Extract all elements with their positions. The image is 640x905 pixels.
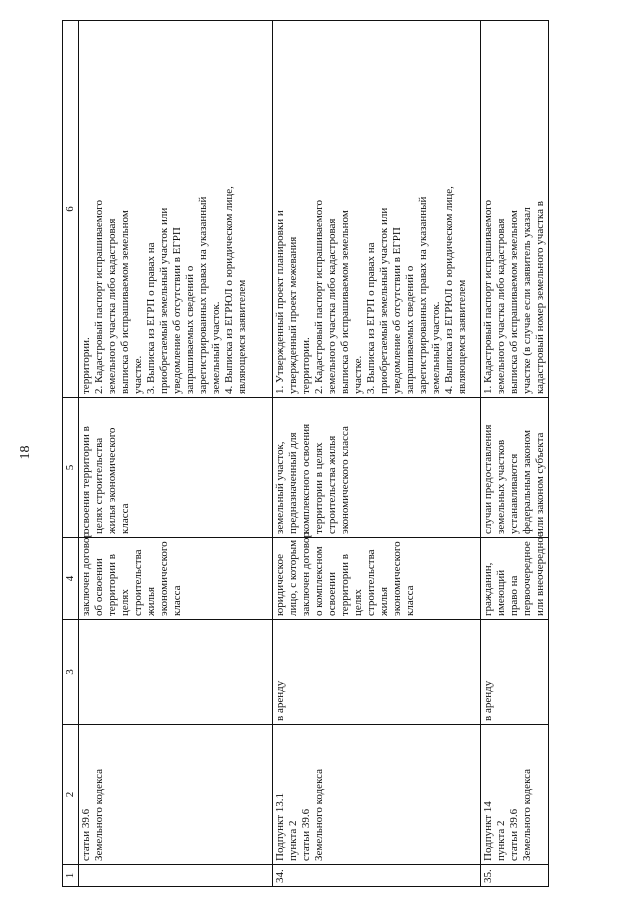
table-row bbox=[481, 21, 549, 887]
cell-line: об освоении bbox=[93, 558, 105, 616]
cell-line: случаи предоставления bbox=[482, 424, 494, 534]
page-number: 18 bbox=[18, 445, 33, 460]
cell-line: земельный участок. bbox=[210, 301, 222, 394]
applicant-cell bbox=[481, 532, 549, 620]
cell-line: приобретаемый земельный участок или bbox=[378, 207, 390, 394]
column-header-3: 3 bbox=[63, 620, 79, 725]
cell-line: зарегистрированных правах на указанный bbox=[417, 196, 429, 394]
cell-line: строительства bbox=[132, 549, 144, 616]
cell-line: 3. Выписка из ЕГРП о правах на bbox=[365, 242, 377, 394]
legal-basis-cell bbox=[273, 725, 481, 865]
cell-line: строительства жилья bbox=[326, 435, 338, 534]
cell-line: выписка об испрашиваемом земельном bbox=[119, 210, 131, 394]
cell-line: гражданин, bbox=[482, 562, 494, 616]
land-purpose-cell bbox=[481, 398, 549, 538]
legal-basis-cell bbox=[481, 725, 549, 865]
cell-line: земельного участка либо кадастровая bbox=[326, 218, 338, 394]
cell-line: жилья экономического bbox=[106, 427, 118, 534]
cell-line: устанавливаются bbox=[508, 453, 520, 534]
grant-type: в аренду bbox=[482, 680, 494, 721]
cell-line: 2. Кадастровый паспорт испрашиваемого bbox=[313, 200, 325, 394]
cell-line: 2. Кадастровый паспорт испрашиваемого bbox=[93, 200, 105, 394]
cell-line: Земельного кодекса bbox=[521, 768, 533, 861]
cell-line: Земельного кодекса bbox=[93, 768, 105, 861]
table-row bbox=[79, 21, 273, 887]
cell-line: кадастровый номер земельного участка в bbox=[534, 201, 546, 394]
cell-line: 1. Кадастровый паспорт испрашиваемого bbox=[482, 200, 494, 394]
cell-line: Подпункт 13.1 bbox=[274, 792, 286, 861]
applicant-cell bbox=[79, 532, 273, 620]
column-header-5: 5 bbox=[63, 398, 79, 538]
row-number: 35. bbox=[482, 869, 494, 883]
cell-line: выписка об испрашиваемом земельном bbox=[339, 210, 351, 394]
cell-line: федеральным законом bbox=[521, 430, 533, 534]
cell-line: целях строительства bbox=[93, 437, 105, 534]
grant-type-cell bbox=[273, 620, 481, 725]
cell-line: земельных участков bbox=[495, 439, 507, 534]
cell-line: экономического bbox=[158, 541, 170, 616]
cell-line: Земельного кодекса bbox=[313, 768, 325, 861]
cell-line: являющемся заявителем bbox=[456, 279, 468, 394]
cell-line: 4. Выписка из ЕГРЮЛ о юридическом лице, bbox=[443, 186, 455, 394]
cell-line: заключен договор bbox=[80, 532, 92, 616]
cell-line: территории в целях bbox=[313, 442, 325, 534]
column-header-1: 1 bbox=[63, 865, 79, 887]
cell-line: целях bbox=[352, 589, 364, 616]
grant-type-cell bbox=[481, 620, 549, 725]
cell-line: освоении bbox=[326, 572, 338, 616]
land-purpose-cell bbox=[273, 398, 481, 538]
cell-line: о комплексном bbox=[313, 546, 325, 616]
column-header-2: 2 bbox=[63, 725, 79, 865]
cell-line: зарегистрированных правах на указанный bbox=[197, 196, 209, 394]
cell-line: целях bbox=[119, 589, 131, 616]
cell-line: имеющий bbox=[495, 569, 507, 616]
legal-basis-cell bbox=[79, 725, 273, 865]
required-documents-cell bbox=[481, 21, 549, 398]
cell-line: экономического класса bbox=[339, 426, 351, 534]
cell-line: 4. Выписка из ЕГРЮЛ о юридическом лице, bbox=[223, 186, 235, 394]
cell-line: территории. bbox=[300, 337, 312, 394]
required-documents-cell bbox=[79, 21, 273, 398]
cell-line: заключен договор bbox=[300, 532, 312, 616]
cell-line: территории в bbox=[339, 554, 351, 616]
cell-line: земельный участок, bbox=[274, 441, 286, 534]
cell-line: приобретаемый земельный участок или bbox=[158, 207, 170, 394]
table-row bbox=[273, 21, 481, 887]
cell-line: земельный участок. bbox=[430, 301, 442, 394]
cell-line: право на bbox=[508, 575, 520, 616]
cell-line: пункта 2 bbox=[287, 820, 299, 861]
cell-line: статьи 39.6 bbox=[80, 808, 92, 861]
cell-line: запрашиваемых сведений о bbox=[184, 265, 196, 394]
row-number-cell bbox=[79, 865, 273, 887]
cell-line: пункта 2 bbox=[495, 820, 507, 861]
cell-line: Подпункт 14 bbox=[482, 801, 494, 861]
column-header-6: 6 bbox=[63, 21, 79, 398]
cell-line: или законом субъекта bbox=[534, 432, 546, 534]
cell-line: юридическое bbox=[274, 554, 286, 616]
land-purpose-cell bbox=[79, 398, 273, 538]
cell-line: участке. bbox=[352, 355, 364, 394]
cell-line: класса bbox=[119, 503, 131, 534]
cell-line: участке (в случае если заявитель указал bbox=[521, 207, 533, 394]
cell-line: территории в bbox=[106, 554, 118, 616]
cell-line: 3. Выписка из ЕГРП о правах на bbox=[145, 242, 157, 394]
grant-type-cell bbox=[79, 620, 273, 725]
cell-line: жилья bbox=[145, 586, 157, 616]
applicant-cell bbox=[273, 532, 481, 620]
cell-line: комплексного освоения bbox=[300, 423, 312, 534]
cell-line: уведомление об отсутствии в ЕГРП bbox=[391, 227, 403, 394]
cell-line: утвержденный проект межевания bbox=[287, 236, 299, 394]
grant-type: в аренду bbox=[274, 680, 286, 721]
cell-line: земельного участка либо кадастровая bbox=[106, 218, 118, 394]
cell-line: экономического bbox=[391, 541, 403, 616]
cell-line: освоения территории в bbox=[80, 426, 92, 534]
column-header-4: 4 bbox=[63, 538, 79, 620]
column-number-row bbox=[63, 21, 79, 887]
cell-line: лицо, с которым bbox=[287, 539, 299, 616]
cell-line: уведомление об отсутствии в ЕГРП bbox=[171, 227, 183, 394]
cell-line: или внеочередное bbox=[534, 532, 546, 616]
cell-line: строительства bbox=[365, 549, 377, 616]
row-number: 34. bbox=[274, 869, 286, 883]
cell-line: являющемся заявителем bbox=[236, 279, 248, 394]
cell-line: запрашиваемых сведений о bbox=[404, 265, 416, 394]
cell-line: статьи 39.6 bbox=[508, 808, 520, 861]
required-documents-cell bbox=[273, 21, 481, 398]
cell-line: 1. Утвержденный проект планировки и bbox=[274, 210, 286, 394]
cell-line: класса bbox=[404, 585, 416, 616]
cell-line: территории. bbox=[80, 337, 92, 394]
cell-line: земельного участка либо кадастровая bbox=[495, 218, 507, 394]
row-number-cell bbox=[481, 865, 549, 887]
cell-line: предназначенный для bbox=[287, 432, 299, 534]
cell-line: статьи 39.6 bbox=[300, 808, 312, 861]
land-grant-table bbox=[62, 20, 549, 887]
cell-line: участке. bbox=[132, 355, 144, 394]
cell-line: жилья bbox=[378, 586, 390, 616]
cell-line: выписка об испрашиваемом земельном bbox=[508, 210, 520, 394]
cell-line: первоочередное bbox=[521, 541, 533, 616]
row-number-cell bbox=[273, 865, 481, 887]
cell-line: класса bbox=[171, 585, 183, 616]
